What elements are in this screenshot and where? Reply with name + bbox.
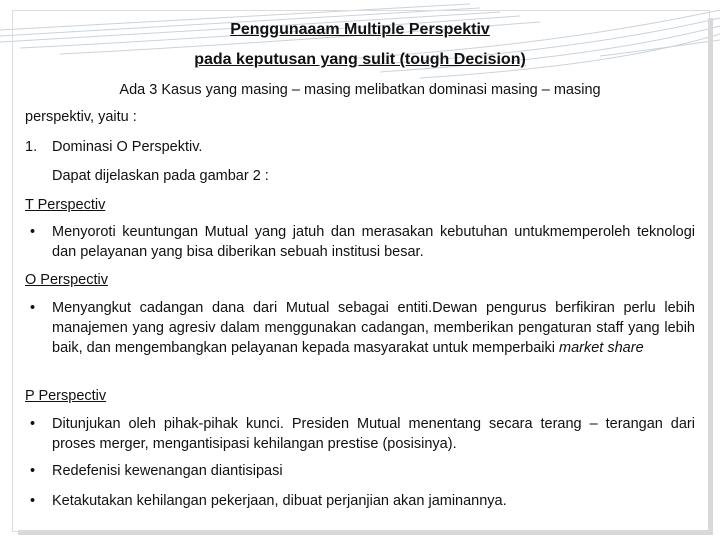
- intro-line-2: perspektiv, yaitu :: [25, 109, 137, 125]
- bullet-text-o-italic: market share: [559, 340, 644, 356]
- list-item-subtext: Dapat dijelaskan pada gambar 2 :: [52, 168, 269, 184]
- bullet-text-o-main: Menyangkut cadangan dana dari Mutual sebagai entiti.Dewan pengurus berfikiran perlu lebih manajemen yang agresiv dalam menggunakan cadangan, memberikan pengaturan staff yang lebih baik, dan mengembangkan pelayanan kepada masyarakat untuk memperbaiki: [52, 300, 695, 356]
- bullet-icon: •: [30, 463, 36, 479]
- bullet-text-t-1: Menyoroti keuntungan Mutual yang jatuh dan merasakan kebutuhan untukmemperoleh teknologi dan pelayanan yang bisa diberikan sebuah institusi besar.: [52, 224, 695, 260]
- title-line-1: Penggunaaam Multiple Perspektiv: [230, 21, 490, 38]
- heading-p-perspectiv: P Perspectiv: [25, 388, 107, 404]
- bullet-text-p-2: Redefenisi kewenangan diantisipasi: [52, 463, 283, 479]
- bullet-icon: •: [30, 300, 36, 316]
- heading-o-perspectiv: O Perspectiv: [25, 272, 108, 288]
- bullet-text-p-1: Ditunjukan oleh pihak-pihak kunci. Presiden Mutual menentang secara terang – terangan dari proses merger, mengantisipasi kehilangan prestise (posisinya).: [52, 416, 695, 452]
- list-item-text: Dominasi O Perspektiv.: [52, 139, 203, 155]
- bullet-icon: •: [30, 416, 36, 432]
- bullet-icon: •: [30, 224, 36, 240]
- bullet-icon: •: [30, 493, 36, 509]
- intro-line-1: Ada 3 Kasus yang masing – masing melibatkan dominasi masing – masing: [119, 82, 601, 98]
- list-number: 1.: [25, 139, 38, 155]
- heading-t-perspectiv: T Perspectiv: [25, 197, 106, 213]
- bullet-text-p-3: Ketakutakan kehilangan pekerjaan, dibuat perjanjian akan jaminannya.: [52, 493, 507, 509]
- title-line-2: pada keputusan yang sulit (tough Decision): [194, 51, 526, 68]
- bullet-text-o-1: [52, 298, 695, 358]
